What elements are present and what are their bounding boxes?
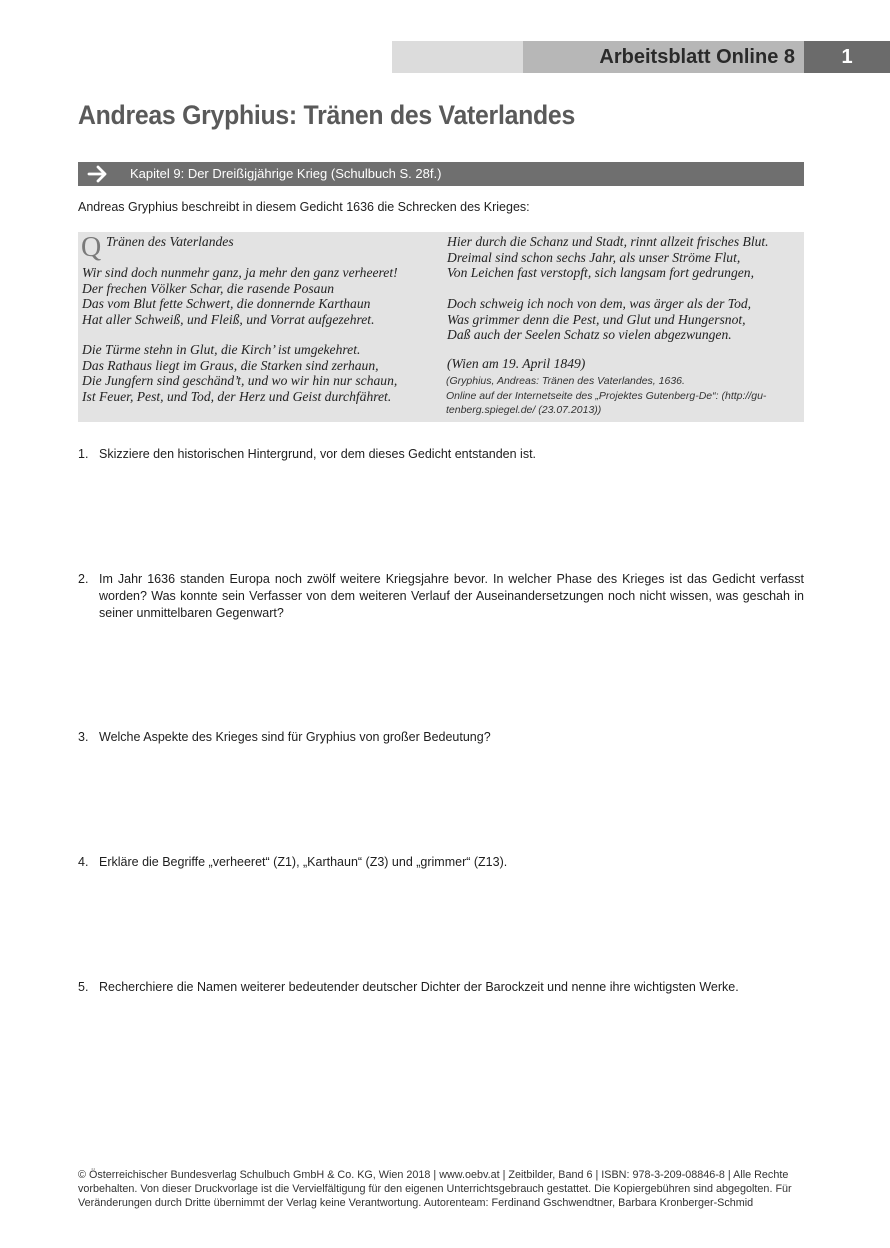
task-number: 3. <box>78 730 89 744</box>
task-number: 1. <box>78 447 89 461</box>
poem-line: Von Leichen fast verstopft, sich langsam fort gedrungen, <box>447 265 754 280</box>
poem-line: Wir sind doch nunmehr ganz, ja mehr den ganz verheeret! <box>82 265 398 280</box>
task-text: Recherchiere die Namen weiterer bedeutender deutscher Dichter der Barockzeit und nenne ihre wichtigsten Werke. <box>99 980 739 994</box>
poem-line: Die Jungfern sind geschänd’t, und wo wir hin nur schaun, <box>82 373 398 388</box>
header-bar-light <box>392 41 523 73</box>
poem-line: Ist Feuer, Pest, und Tod, der Herz und Geist durchfähret. <box>82 388 392 404</box>
task-text: Im Jahr 1636 standen Europa noch zwölf weitere Kriegsjahre bevor. In welcher Phase des Krieges ist das Gedicht verfasst worden? Was konnte sein Verfasser von dem weiteren Verlauf der Auseinandersetzungen noch nicht wissen, was geschah in seiner unmittelbaren Gegenwart? <box>99 572 804 620</box>
source-marker: Q <box>81 232 102 263</box>
poem-line: Daß auch der Seelen Schatz so vielen abgezwungen. <box>447 327 732 342</box>
poem-line: Die Türme stehn in Glut, die Kirch’ ist umgekehret. <box>82 342 361 357</box>
chapter-label: Kapitel 9: Der Dreißigjährige Krieg (Schulbuch S. 28f.) <box>130 166 442 181</box>
task-number: 2. <box>78 572 89 586</box>
poem-line: Das Rathaus liegt im Graus, die Starken sind zerhaun, <box>82 357 379 373</box>
poem-line: Der frechen Völker Schar, die rasende Posaun <box>82 280 335 296</box>
poem-title: Tränen des Vaterlandes <box>106 234 234 249</box>
task-text: Erkläre die Begriffe „verheeret“ (Z1), „Karthaun“ (Z3) und „grimmer“ (Z13). <box>99 855 508 869</box>
worksheet-label: Arbeitsblatt Online 8 <box>599 46 795 68</box>
task-text: Welche Aspekte des Krieges sind für Gryphius von großer Bedeutung? <box>99 730 491 744</box>
poem-date: (Wien am 19. April 1849) <box>447 356 586 371</box>
chapter-bar <box>78 162 804 186</box>
poem-line: Doch schweig ich noch von dem, was ärger als der Tod, <box>447 296 752 311</box>
footer-copyright: © Österreichischer Bundesverlag Schulbuch GmbH & Co. KG, Wien 2018 | www.oebv.at | Zeitbilder, Band 6 | ISBN: 978-3-209-08846-8 | Alle Rechte vorbehalten. Von dieser Druckvorlage ist die Vervielfältigung für den eigenen Unterrichtsgebrauch gestattet. Die Kopiergebühren sind abgegolten. Für Veränderungen durch Dritte übernimmt der Verlag keine Verantwortung. Autorenteam: Ferdinand Gschwendtner, Barbara Kronberger-Schmid <box>78 1169 792 1209</box>
poem-line: Das vom Blut fette Schwert, die donnernde Karthaun <box>82 296 371 311</box>
poem-box <box>78 232 804 422</box>
poem-source: (Gryphius, Andreas: Tränen des Vaterlandes, 1636. Online auf der Internetseite des „Projektes Gutenberg-De“: (http://gu- tenberg.spiegel.de/ (23.07.2013)) <box>446 375 767 416</box>
arrow-right-icon <box>86 162 110 186</box>
task-number: 5. <box>78 980 89 994</box>
page-title: Andreas Gryphius: Tränen des Vaterlandes <box>78 100 575 130</box>
poem-line: Hat aller Schweiß, und Fleiß, und Vorrat aufgezehret. <box>82 311 375 327</box>
task-text: Skizziere den historischen Hintergrund, vor dem dieses Gedicht entstanden ist. <box>99 447 537 461</box>
page-number: 1 <box>804 41 890 73</box>
poem-line: Hier durch die Schanz und Stadt, rinnt allzeit frisches Blut. <box>447 234 769 249</box>
poem-line: Dreimal sind schon sechs Jahr, als unser Ströme Flut, <box>447 249 741 265</box>
intro-text: Andreas Gryphius beschreibt in diesem Gedicht 1636 die Schrecken des Krieges: <box>78 200 530 214</box>
poem-line: Was grimmer denn die Pest, und Glut und Hungersnot, <box>447 311 746 327</box>
task-number: 4. <box>78 855 89 869</box>
